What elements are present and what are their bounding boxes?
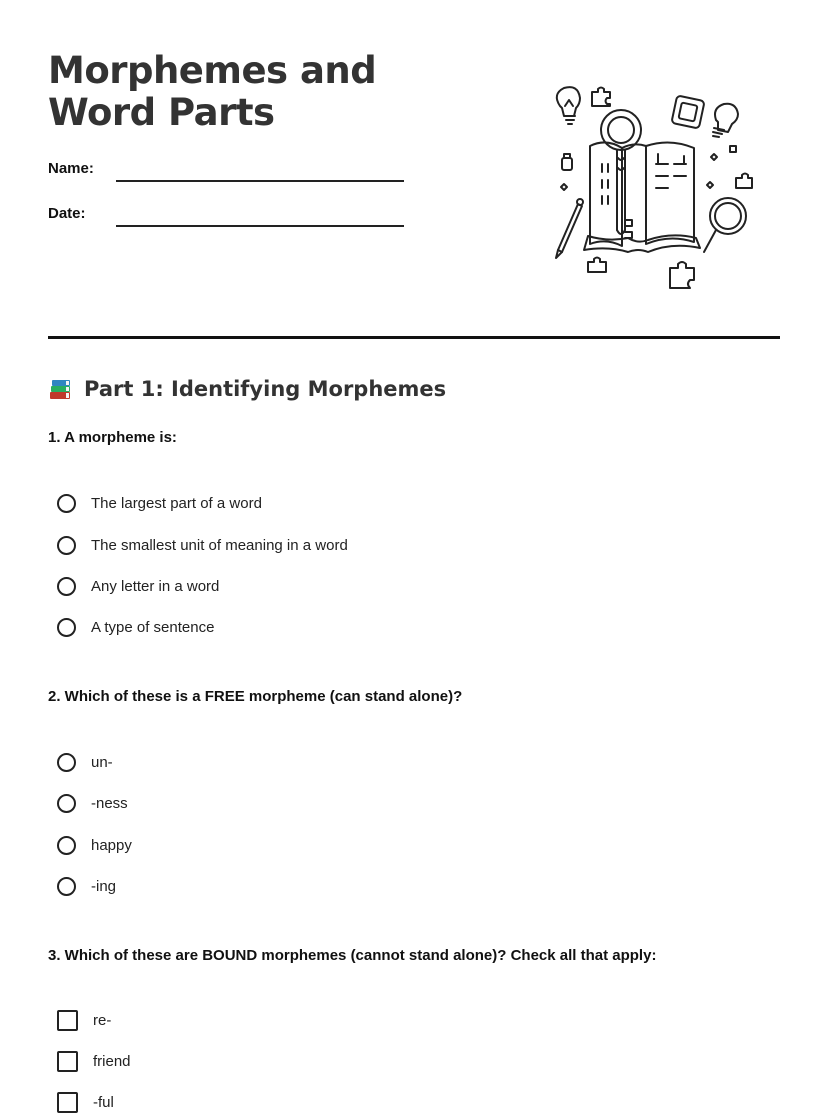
glue-bottle-icon: [562, 154, 572, 170]
radio-button[interactable]: [57, 794, 76, 813]
question-2-prompt: 2. Which of these is a FREE morpheme (can stand alone)?: [48, 688, 463, 705]
option-label: -ful: [93, 1093, 114, 1111]
q2-option-4[interactable]: [57, 873, 116, 899]
radio-button[interactable]: [57, 877, 76, 896]
q1-option-4[interactable]: [57, 614, 214, 640]
q2-option-1[interactable]: [57, 749, 113, 775]
checkbox[interactable]: [57, 1010, 78, 1031]
lightbulb-icon: [713, 104, 738, 137]
radio-button[interactable]: [57, 836, 76, 855]
q3-option-3[interactable]: [57, 1089, 114, 1115]
option-label: happy: [91, 836, 132, 854]
magnifier-icon: [704, 198, 746, 252]
open-book-icon: [584, 142, 700, 252]
date-label: Date:: [48, 205, 86, 222]
option-label: Any letter in a word: [91, 577, 220, 595]
option-label: -ing: [91, 877, 117, 895]
option-label: A type of sentence: [91, 618, 215, 636]
book-key-illustration: [548, 84, 758, 296]
name-label: Name:: [48, 160, 94, 177]
date-field[interactable]: [48, 205, 408, 229]
radio-button[interactable]: [57, 494, 76, 513]
q3-option-2[interactable]: [57, 1048, 131, 1074]
name-field[interactable]: [48, 160, 408, 184]
checkbox[interactable]: [57, 1092, 78, 1113]
question-3-prompt: 3. Which of these are BOUND morphemes (cannot stand alone)? Check all that apply:: [48, 947, 657, 964]
option-label: -ness: [91, 794, 128, 812]
books-icon: [48, 377, 74, 401]
q2-option-2[interactable]: [57, 790, 128, 816]
worksheet-title: Morphemes and Word Parts: [48, 49, 377, 134]
lightbulb-icon: [557, 87, 580, 124]
radio-button[interactable]: [57, 536, 76, 555]
q3-option-1[interactable]: [57, 1007, 111, 1033]
q1-option-2[interactable]: [57, 532, 348, 558]
tablet-icon: [671, 95, 704, 128]
q1-option-3[interactable]: [57, 573, 219, 599]
q2-option-3[interactable]: [57, 832, 132, 858]
option-label: The smallest unit of meaning in a word: [91, 536, 348, 554]
radio-button[interactable]: [57, 753, 76, 772]
q1-option-1[interactable]: [57, 490, 262, 516]
option-label: un-: [91, 753, 113, 771]
checkbox[interactable]: [57, 1051, 78, 1072]
section-divider: [48, 336, 780, 339]
option-label: friend: [93, 1052, 131, 1070]
option-label: The largest part of a word: [91, 494, 262, 512]
option-label: re-: [93, 1011, 112, 1029]
name-line[interactable]: [116, 180, 404, 182]
part-1-heading: [48, 374, 446, 404]
radio-button[interactable]: [57, 618, 76, 637]
date-line[interactable]: [116, 225, 404, 227]
pencil-icon: [556, 199, 583, 258]
puzzle-piece-icon: [588, 88, 752, 289]
radio-button[interactable]: [57, 577, 76, 596]
question-1-prompt: 1. A morpheme is:: [48, 429, 177, 446]
part-1-heading-text: Part 1: Identifying Morphemes: [84, 377, 447, 401]
